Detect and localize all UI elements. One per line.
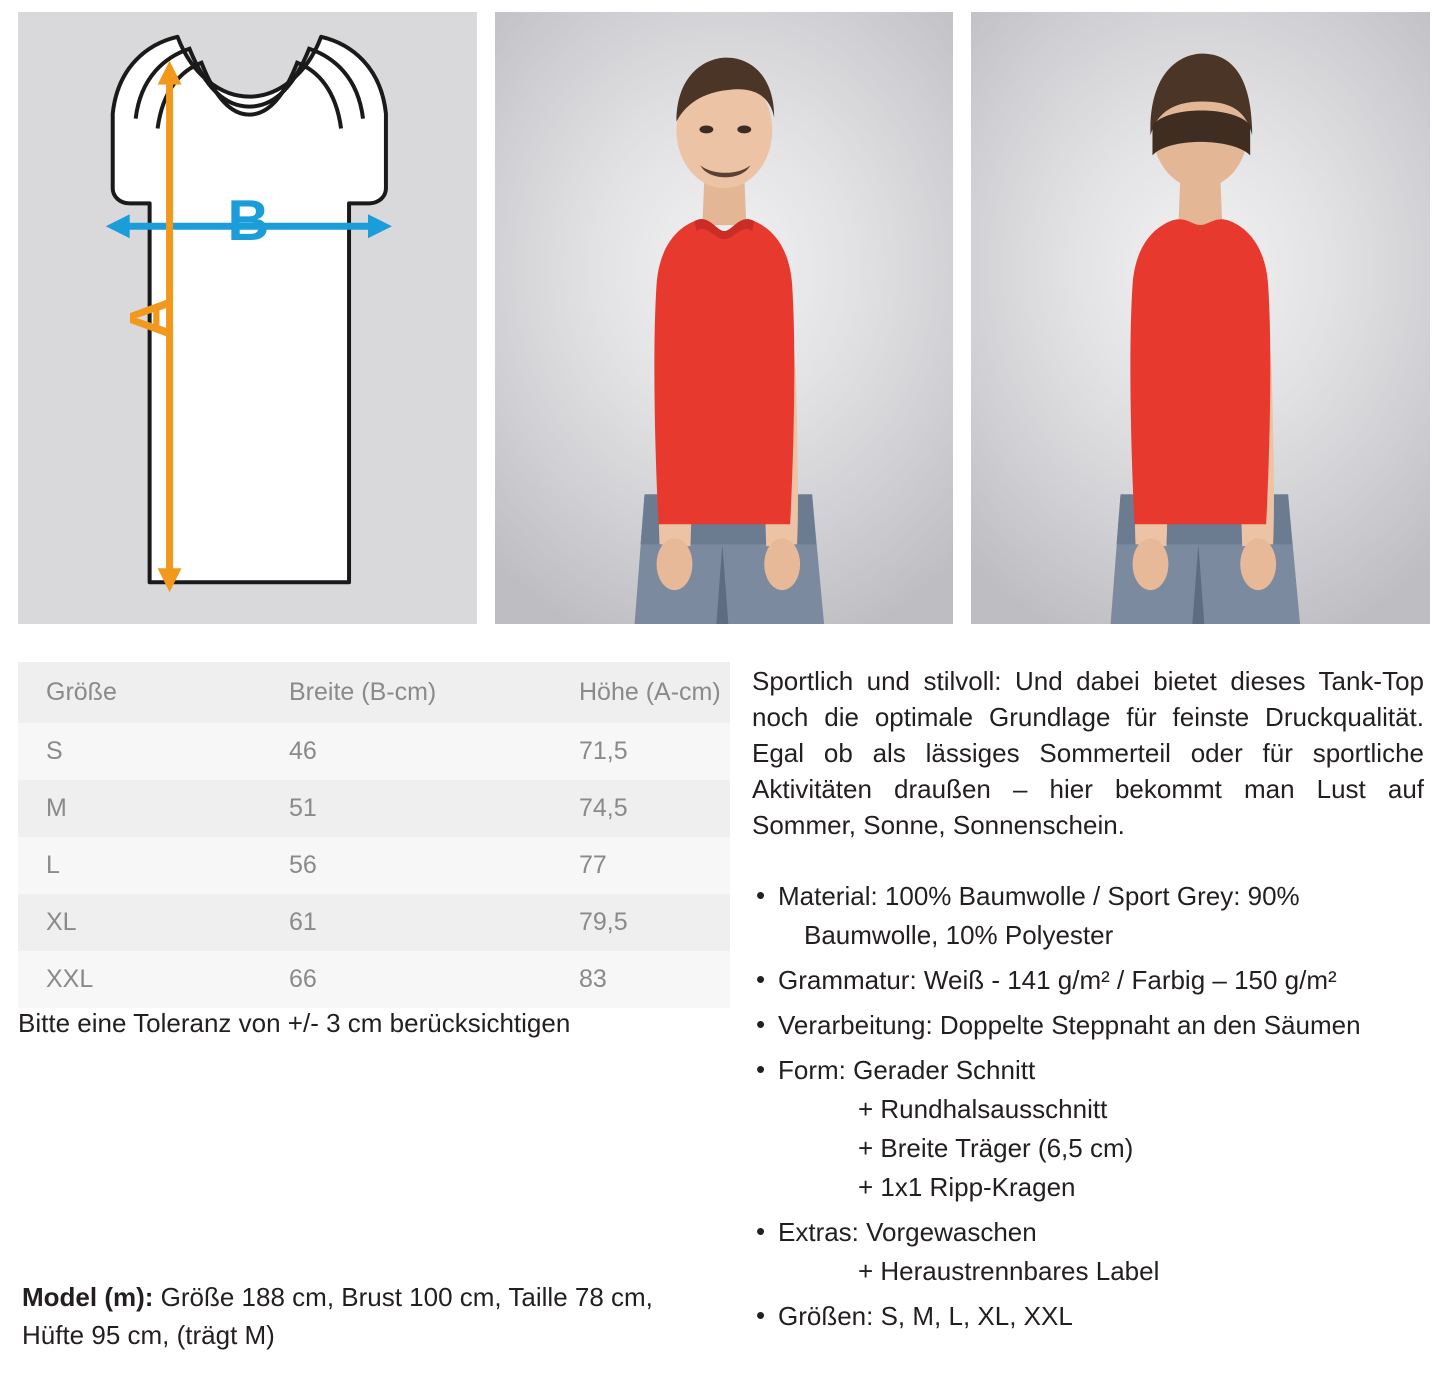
model-front-photo <box>495 12 954 624</box>
table-row <box>18 894 730 951</box>
cell-size: M <box>46 794 67 822</box>
size-table-wrapper <box>18 662 730 1008</box>
cell-size: S <box>46 737 63 765</box>
tank-top-diagram <box>18 12 477 624</box>
tolerance-note: Bitte eine Toleranz von +/- 3 cm berücksichtigen <box>18 1008 571 1038</box>
list-item <box>752 877 1424 955</box>
size-table <box>18 662 730 1008</box>
model-measurements: Größe 188 cm, Brust 100 cm, Taille 78 cm, Hüfte 95 cm, (trägt M) <box>22 1282 653 1350</box>
width-label: B <box>227 189 270 254</box>
feature-text: Form: Gerader Schnitt <box>778 1055 1036 1086</box>
feature-text: Grammatur: Weiß - 141 g/m² / Farbig – 150 g/m² <box>778 965 1337 996</box>
product-image-row <box>0 0 1448 624</box>
model-front-illustration <box>495 12 954 624</box>
cell-width: 46 <box>289 737 317 765</box>
header-size: Größe <box>18 662 261 723</box>
feature-list <box>752 877 1424 1336</box>
list-item <box>752 1297 1424 1336</box>
model-measurements-note <box>22 1279 722 1354</box>
feature-continuation: Baumwolle, 10% Polyester <box>804 920 1114 951</box>
table-row <box>18 723 730 780</box>
description-intro: Sportlich und stilvoll: Und dabei bietet dieses Tank-Top noch die optimale Grundlage für feinste Druckqualität. Egal ob als lässiges Sommerteil oder für sportliche Aktivitäten draußen – hier bekommt man Lust auf Sommer, Sonne, Sonnenschein. <box>752 666 1424 840</box>
feature-text: Extras: Vorgewaschen <box>778 1217 1037 1248</box>
cell-width: 56 <box>289 851 317 879</box>
feature-sub: + 1x1 Ripp-Kragen <box>858 1172 1076 1203</box>
list-item <box>752 961 1424 1000</box>
height-label: A <box>118 297 183 339</box>
header-height: Höhe (A-cm) <box>551 662 730 723</box>
feature-sub: + Breite Träger (6,5 cm) <box>858 1133 1134 1164</box>
table-header-row <box>18 662 730 723</box>
cell-width: 51 <box>289 794 317 822</box>
cell-size: XXL <box>46 965 94 993</box>
list-item <box>752 1051 1424 1207</box>
product-details <box>0 624 1448 1379</box>
header-width: Breite (B-cm) <box>261 662 551 723</box>
feature-text: Verarbeitung: Doppelte Steppnaht an den Säumen <box>778 1010 1361 1041</box>
tank-top-technical-drawing-panel <box>18 12 477 624</box>
model-back-photo <box>971 12 1430 624</box>
model-back-photo-panel <box>971 12 1430 624</box>
table-row <box>18 837 730 894</box>
cell-size: XL <box>46 908 77 936</box>
model-back-illustration <box>971 12 1430 624</box>
feature-sub: + Heraustrennbares Label <box>858 1256 1160 1287</box>
feature-sub: + Rundhalsausschnitt <box>858 1094 1108 1125</box>
feature-text: Größen: S, M, L, XL, XXL <box>778 1301 1073 1332</box>
description-column <box>752 664 1424 1342</box>
cell-width: 61 <box>289 908 317 936</box>
cell-height: 74,5 <box>579 794 628 822</box>
table-row <box>18 951 730 1008</box>
cell-height: 71,5 <box>579 737 628 765</box>
feature-text: Material: 100% Baumwolle / Sport Grey: 90% <box>778 881 1300 912</box>
cell-height: 79,5 <box>579 908 628 936</box>
model-label: Model (m): <box>22 1282 154 1312</box>
cell-height: 83 <box>579 965 607 993</box>
model-front-photo-panel <box>495 12 954 624</box>
list-item <box>752 1006 1424 1045</box>
cell-size: L <box>46 851 60 879</box>
cell-height: 77 <box>579 851 607 879</box>
table-row <box>18 780 730 837</box>
list-item <box>752 1213 1424 1291</box>
cell-width: 66 <box>289 965 317 993</box>
